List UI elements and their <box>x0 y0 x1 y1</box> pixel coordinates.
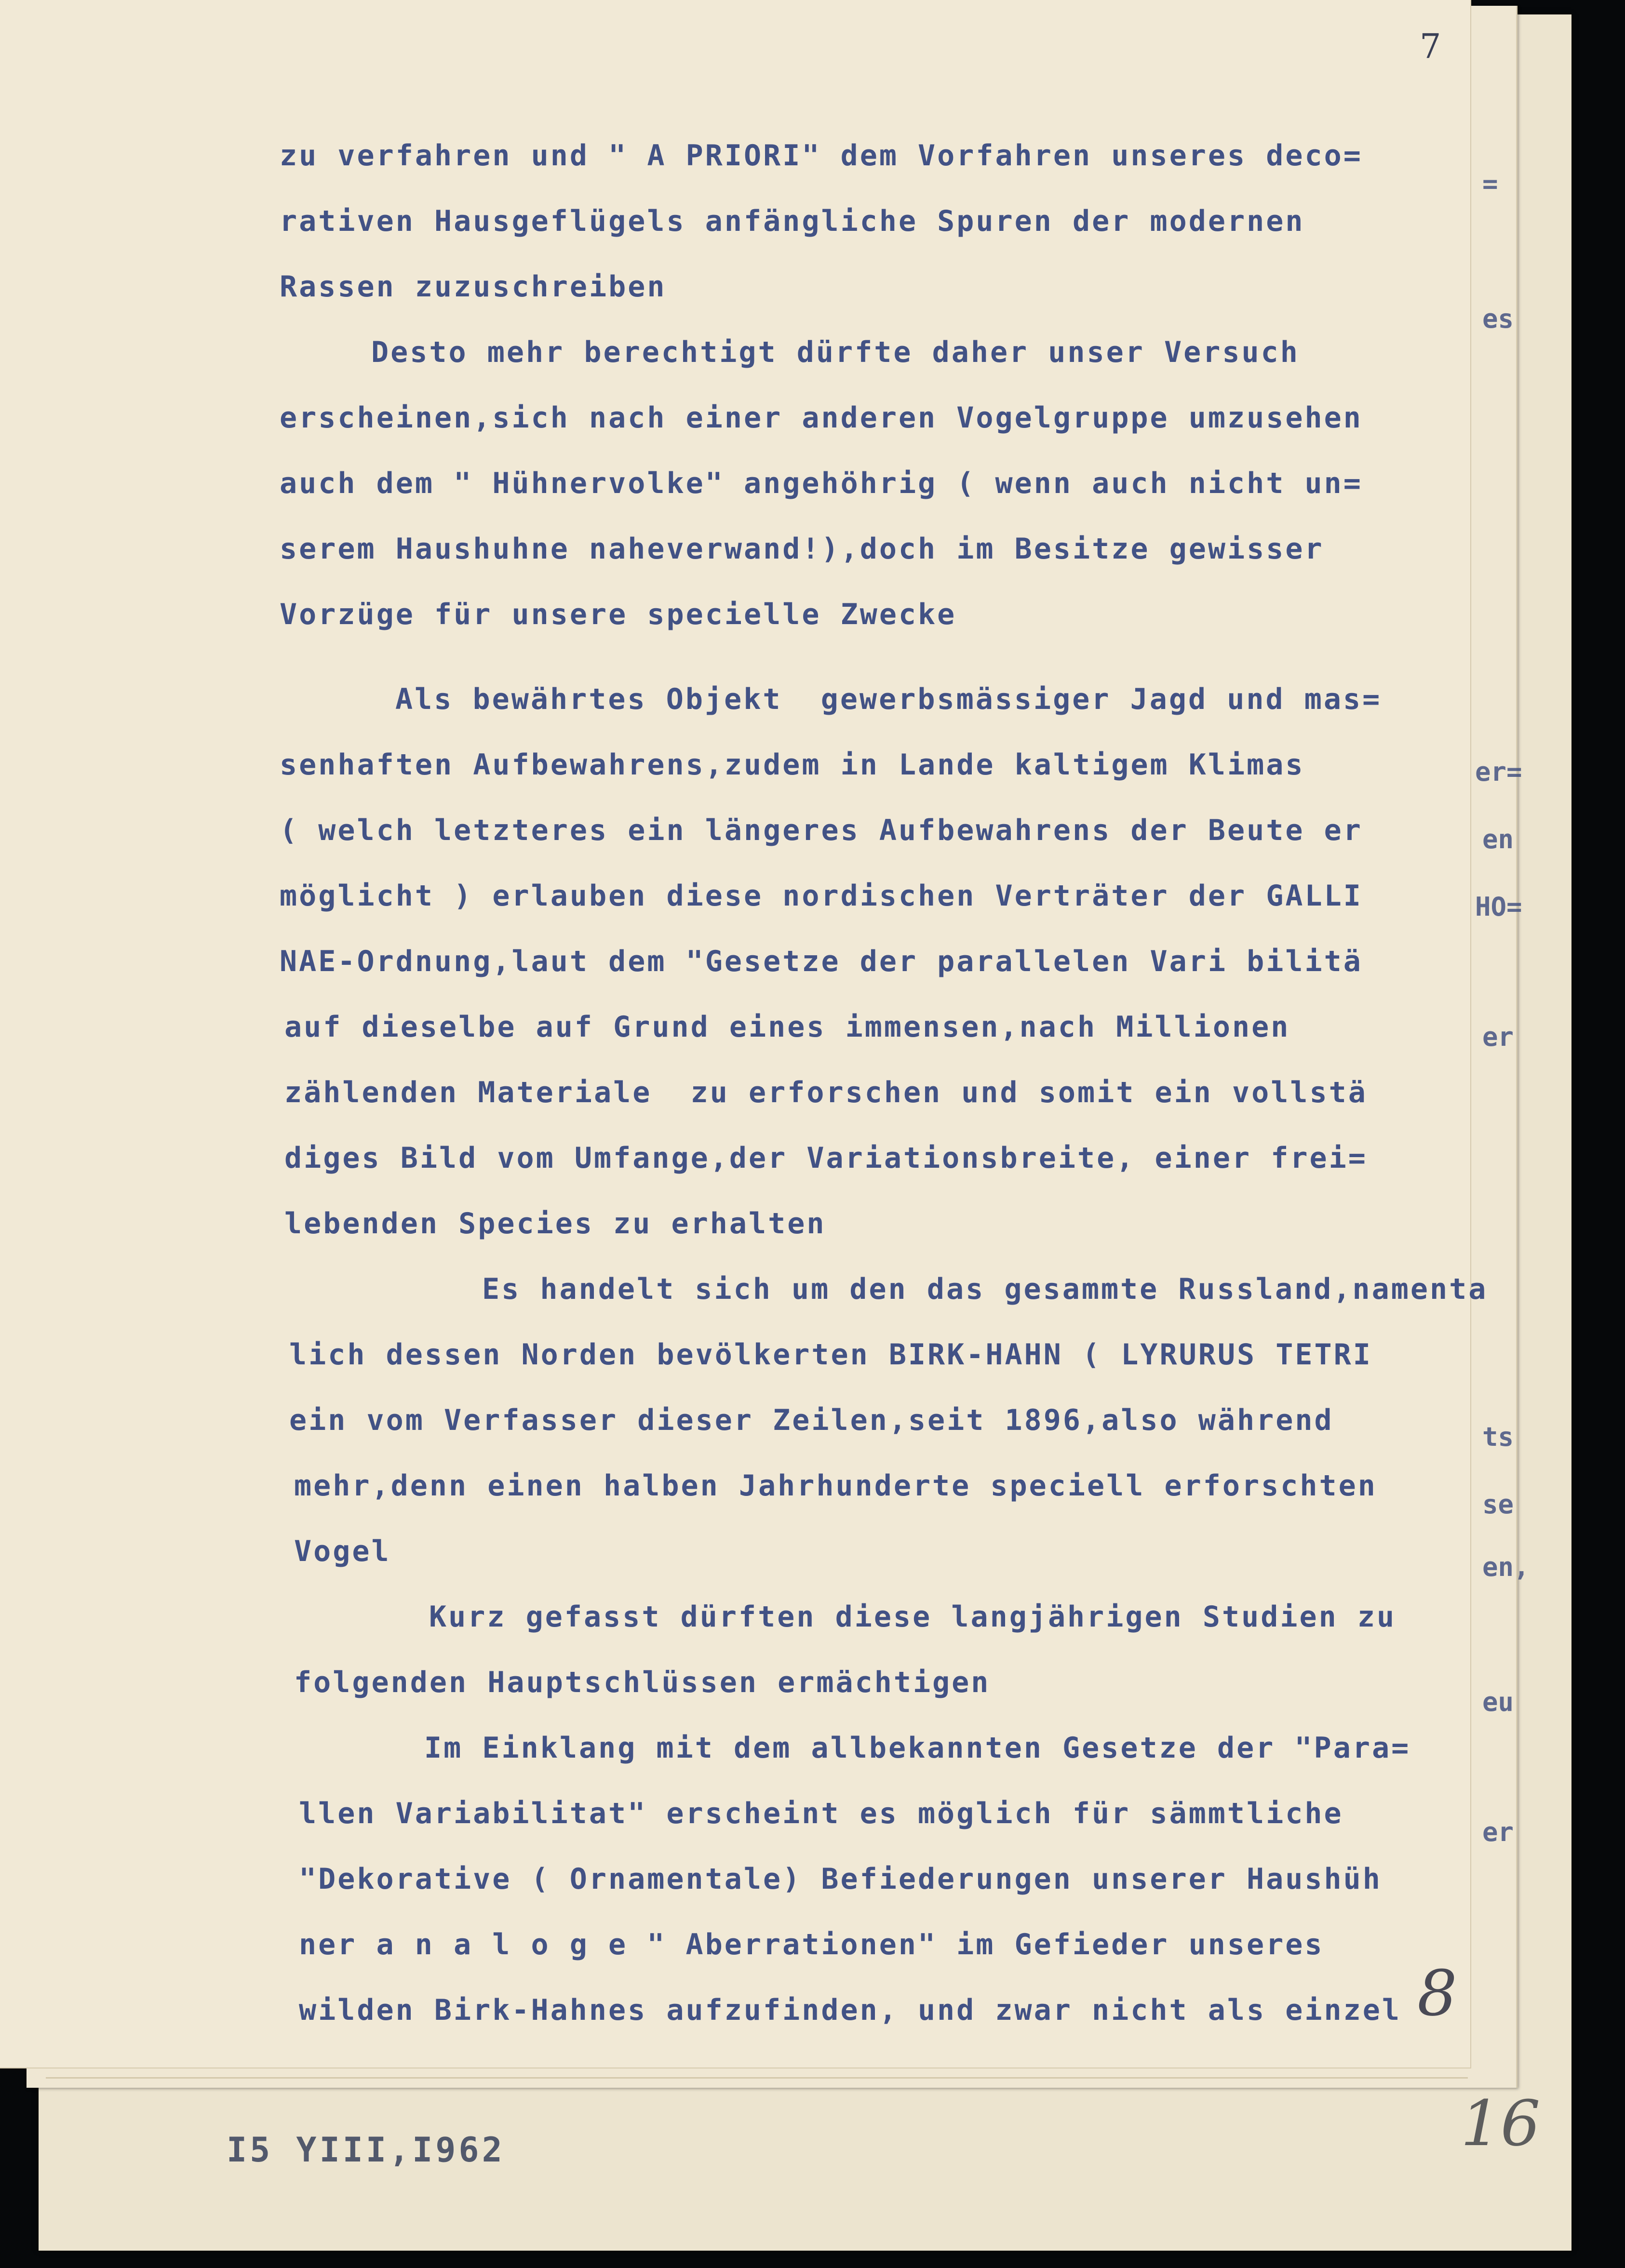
behind-fragment: se <box>1482 1489 1514 1520</box>
text-line: zu verfahren und " A PRIORI" dem Vorfahren unseres deco= <box>280 139 1363 173</box>
text-line: llen Variabilitat" erscheint es möglich für sämmtliche <box>299 1797 1343 1830</box>
text-line: Als bewährtes Objekt gewerbsmässiger Jagd und mas= <box>395 682 1382 716</box>
paragraph-gap <box>280 647 1523 667</box>
text-line: Kurz gefasst dürften diese langjährigen Studien zu <box>429 1600 1397 1634</box>
text-line: rativen Hausgeflügels anfängliche Spuren der modernen <box>280 204 1305 238</box>
behind-fragment: ts <box>1482 1422 1514 1452</box>
behind-fragment: er <box>1482 1817 1514 1847</box>
behind-fragment: HO= <box>1475 892 1522 922</box>
text-line: ner a n a l o g e " Aberrationen" im Gefieder unseres <box>299 1928 1324 1961</box>
text-line: Vogel <box>294 1534 391 1568</box>
text-line: serem Haushuhne naheverwand!),doch im Besitze gewisser <box>280 532 1324 566</box>
text-line: erscheinen,sich nach einer anderen Vogelgruppe umzusehen <box>280 401 1363 435</box>
text-line: Desto mehr berechtigt dürfte daher unser Versuch <box>371 335 1300 369</box>
underlying-sheet-edge <box>46 2077 1468 2093</box>
text-line: auf dieselbe auf Grund eines immensen,nach Millionen <box>284 1010 1290 1044</box>
text-line: auch dem " Hühnervolke" angehöhrig ( wenn auch nicht un= <box>280 467 1363 500</box>
text-line: ein vom Verfasser dieser Zeilen,seit 1896,also während <box>289 1403 1334 1437</box>
behind-fragment: eu <box>1482 1687 1514 1717</box>
handwritten-sheet-number: 16 <box>1461 2087 1541 2160</box>
handwritten-corner-mark: 8 <box>1417 1957 1457 2030</box>
text-line: Vorzüge für unsere specielle Zwecke <box>280 598 957 631</box>
text-line: NAE-Ordnung,laut dem "Gesetze der parallelen Vari bilitä <box>280 945 1363 978</box>
behind-fragment: er= <box>1475 757 1522 787</box>
text-line: möglicht ) erlauben diese nordischen Verträter der GALLI <box>280 879 1363 913</box>
text-line: lich dessen Norden bevölkerten BIRK-HAHN ( LYRURUS TETRI <box>289 1338 1372 1372</box>
text-line: mehr,denn einen halben Jahrhunderte speciell erforschten <box>294 1469 1377 1503</box>
text-line: wilden Birk-Hahnes aufzufinden, und zwar nicht als einzel <box>299 1993 1402 2027</box>
text-line: Im Einklang mit dem allbekannten Gesetze der "Para= <box>424 1731 1411 1765</box>
behind-fragment: er <box>1482 1022 1514 1052</box>
behind-fragment: en, <box>1482 1552 1530 1582</box>
page-number: 7 <box>1420 27 1441 66</box>
text-line: folgenden Hauptschlüssen ermächtigen <box>294 1666 991 1699</box>
behind-fragment: en <box>1482 824 1514 854</box>
text-line: zählenden Materiale zu erforschen und somit ein vollstä <box>284 1076 1368 1109</box>
text-line: senhaften Aufbewahrens,zudem in Lande kaltigem Klimas <box>280 748 1305 782</box>
typewritten-body <box>280 123 1523 2043</box>
archive-date-stamp: I5 YIII,I962 <box>227 2130 505 2170</box>
text-line: ( welch letzteres ein längeres Aufbewahrens der Beute er <box>280 814 1363 847</box>
text-line: diges Bild vom Umfange,der Variationsbreite, einer frei= <box>284 1141 1368 1175</box>
text-line: lebenden Species zu erhalten <box>284 1207 826 1241</box>
text-line: "Dekorative ( Ornamentale) Befiederungen unserer Haushüh <box>299 1862 1382 1896</box>
behind-fragment: = <box>1482 169 1498 199</box>
behind-fragment: es <box>1482 304 1514 334</box>
text-line: Es handelt sich um den das gesammte Russland,namenta <box>482 1272 1488 1306</box>
text-line: Rassen zuzuschreiben <box>280 270 667 304</box>
